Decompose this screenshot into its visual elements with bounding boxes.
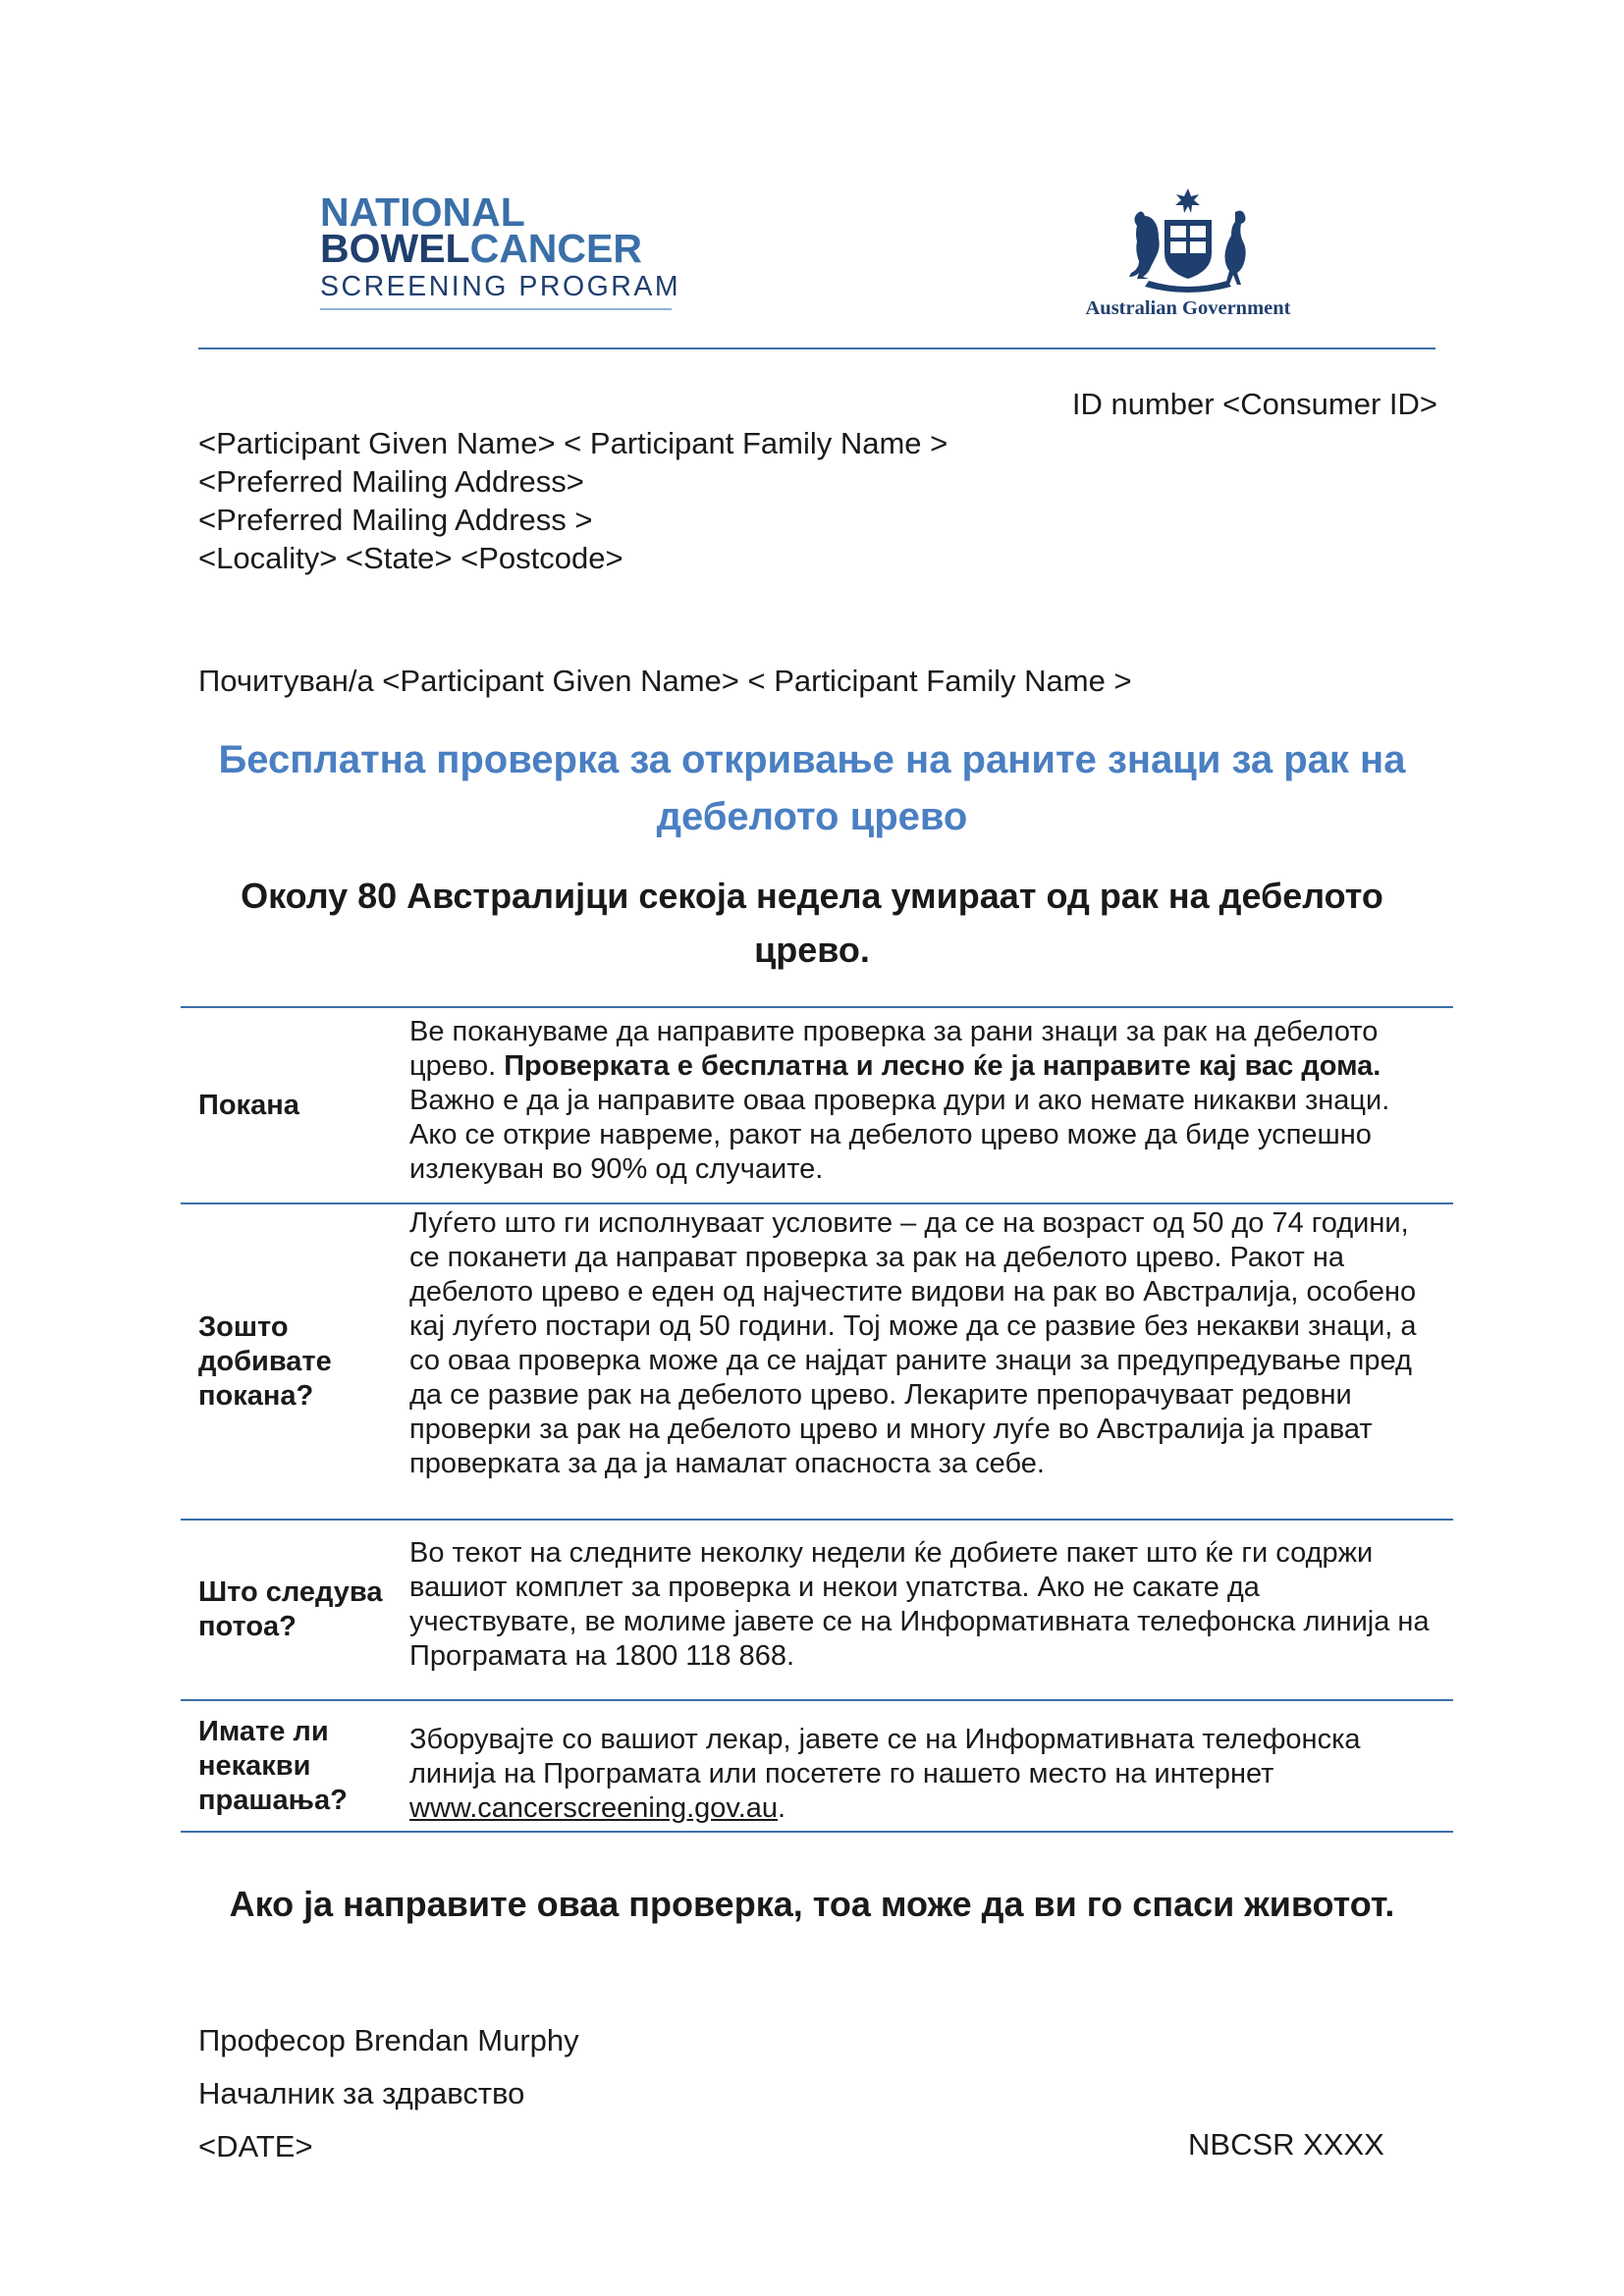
logo-word-bowel: BOWEL — [320, 226, 470, 271]
government-logo-text: Australian Government — [1085, 297, 1291, 319]
row-text — [385, 1008, 1453, 1202]
table-row — [181, 1202, 1453, 1519]
table-row — [181, 1519, 1453, 1699]
row-label: Имате ли некакви прашања? — [198, 1715, 348, 1816]
letter-subtitle: Околу 80 Австралијци секоја недела умираат од рак на дебелото црево. — [241, 876, 1383, 970]
row-text-part: Важно е да ја направите оваа проверка дури и ако немате никакви знаци. Ако се открие навреме, ракот на дебелото црево може да биде успешно излекуван во 90% од случаите. — [409, 1085, 1390, 1185]
table-row — [181, 1006, 1453, 1202]
header-divider — [198, 347, 1435, 349]
row-text-part: . — [778, 1792, 786, 1824]
logo-line-national: NATIONAL — [320, 189, 525, 235]
program-logo — [320, 189, 683, 317]
salutation: Почитуван/а <Participant Given Name> < Participant Family Name > — [198, 664, 1132, 698]
recipient-address — [198, 424, 947, 577]
logo-line-bowel-cancer — [320, 226, 683, 271]
row-label: Што следува потоа? — [198, 1576, 383, 1642]
signatory-name: Професор Brendan Murphy — [198, 2023, 579, 2057]
coat-of-arms-icon — [1119, 187, 1257, 293]
australian-government-logo — [1060, 187, 1316, 324]
row-text: Луѓето што ги исполнуваат условите – да се на возраст од 50 до 74 години, се поканети да направат проверка за рак на дебелото црево. Ракот на дебелото црево е еден од најчестите видови на рак во Австралија, особено кај луѓето постари од 50 години. Тој може да се развие без некакви знаци, а со оваа проверка може да се најдат раните знаци за предупредување пред да се развие рак на дебелото црево. Лекарите препорачуваат редовни проверки за рак на дебелото црево и многу луѓе во Австралија ја прават проверката за да ја намалат опасноста за себе. — [409, 1207, 1417, 1479]
row-text — [385, 1701, 1453, 1831]
logo-line-screening-program: SCREENING PROGRAM — [320, 271, 681, 302]
signatory-role: Началник за здравство — [198, 2076, 525, 2110]
row-text: Во текот на следните неколку недели ќе добиете пакет што ќе ги содржи вашиот комплет за проверка и некои упатства. Ако не сакате да учествувате, ве молиме јавете се на Информативната телефонска линија на Програмата на 1800 118 868. — [409, 1537, 1430, 1672]
address-line: <Preferred Mailing Address > — [198, 503, 593, 537]
table-row — [181, 1699, 1453, 1833]
info-table — [181, 1006, 1453, 1833]
row-label: Покана — [198, 1089, 299, 1121]
letter-title: Бесплатна проверка за откривање на раните знаци за рак на дебелото црево — [218, 738, 1406, 838]
closing-statement: Ако ја направите оваа проверка, тоа може да ви го спаси животот. — [229, 1884, 1395, 1924]
signature-block — [198, 2014, 579, 2173]
reference-code: NBCSR XXXX — [1188, 2127, 1384, 2162]
row-text-part: Зборувајте со вашиот лекар, јавете се на Информативната телефонска линија на Програмата или посетете го нашето место на интернет — [409, 1724, 1361, 1789]
logo-underline — [320, 308, 672, 310]
letter-date: <DATE> — [198, 2129, 313, 2163]
row-label: Зошто добивате покана? — [198, 1310, 332, 1412]
address-line: <Preferred Mailing Address> — [198, 464, 584, 499]
website-link[interactable]: www.cancerscreening.gov.au — [409, 1792, 779, 1824]
logo-word-cancer: CANCER — [469, 226, 642, 271]
consumer-id-line: ID number <Consumer ID> — [1071, 387, 1437, 421]
address-line: <Participant Given Name> < Participant Family Name > — [198, 426, 948, 460]
row-text-part: Ве покануваме да направите проверка за рани знаци за рак на дебелото црево. — [409, 1016, 1379, 1082]
address-line: <Locality> <State> <Postcode> — [198, 541, 623, 575]
row-text-bold: Проверката е бесплатна и лесно ќе ја направите кај вас дома. — [504, 1050, 1381, 1082]
